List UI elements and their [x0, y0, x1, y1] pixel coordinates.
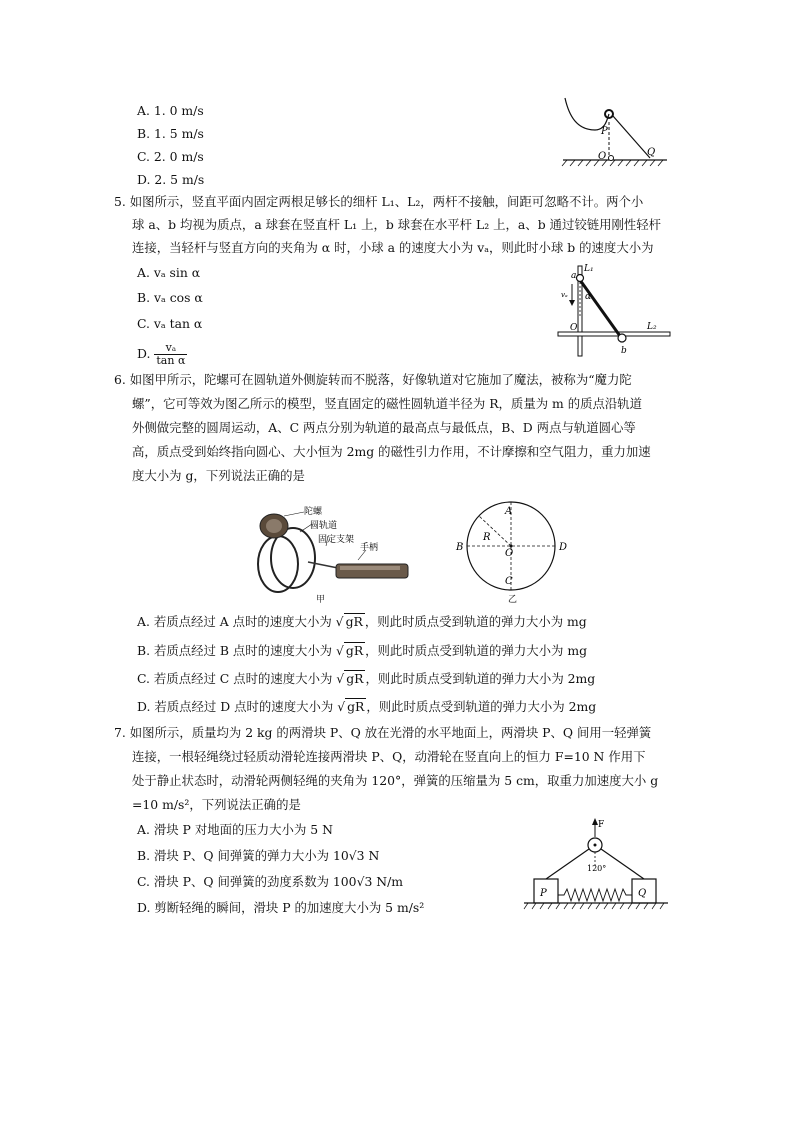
q7-stem-line-2: 连接，一根轻绳绕过轻质动滑轮连接两滑块 P、Q，动滑轮在竖直向上的恒力 F=10 N 作用下 [132, 749, 646, 764]
q7-stem-line-1: 7. 如图所示，质量均为 2 kg 的两滑块 P、Q 放在光滑的水平地面上，两滑块 P、Q 间用一轻弹簧 [114, 725, 652, 740]
q7-option-d: D. 剪断轻绳的瞬间，滑块 P 的加速度大小为 5 m/s² [137, 900, 425, 915]
q6-option-d: D. 若质点经过 D 点时的速度大小为 √ gR ，则此时质点受到轨道的弹力大小为 2mg [137, 699, 597, 714]
q6-stem-line-2: 螺”，它可等效为图乙所示的模型，竖直固定的磁性圆轨道半径为 R，质量为 m 的质点沿轨道 [132, 396, 643, 411]
q6-option-b-post: ，则此时质点受到轨道的弹力大小为 mg [365, 643, 588, 658]
q5-option-d-fraction [154, 342, 187, 367]
q6-label-o: O [505, 548, 514, 559]
q6-label-b: B [456, 542, 464, 553]
q6-stem-line-4: 高，质点受到始终指向圆心、大小恒为 2mg 的磁性引力作用，不计摩擦和空气阻力，重力加速 [132, 444, 651, 459]
q6-stem-line-1: 6. 如图甲所示，陀螺可在圆轨道外侧旋转而不脱落，好像轨道对它施加了魔法，被称为“魔力陀 [114, 372, 632, 387]
q4-label-o: O [598, 151, 607, 162]
q6-stem-line-5: 度大小为 g，下列说法正确的是 [132, 468, 305, 483]
q5-option-c: C. vₐ tan α [137, 316, 203, 331]
q6-option-b-radicand: gR [345, 643, 364, 658]
q7-label-f: F [598, 820, 605, 830]
q6-option-d-radicand: gR [347, 699, 365, 714]
q7-stem-line-4: =10 m/s²，下列说法正确的是 [132, 797, 301, 812]
q5-option-a: A. vₐ sin α [137, 265, 201, 280]
q6-option-c-pre: C. 若质点经过 C 点时的速度大小为 [137, 671, 337, 686]
q6-photo-label-track: 圆轨道 [310, 521, 338, 531]
q5-option-d-denominator: tan α [156, 354, 186, 367]
q7-option-b: B. 滑块 P、Q 间弹簧的弹力大小为 10√3 N [137, 848, 380, 863]
q5-label-l2: L₂ [647, 322, 657, 332]
q5-option-d-numerator: vₐ [154, 342, 187, 355]
q6-option-d-post: ，则此时质点受到轨道的弹力大小为 2mg [366, 699, 597, 714]
q4-label-q: Q [647, 147, 656, 158]
q7-figure [520, 815, 672, 919]
q6-stem-line-3: 外侧做完整的圆周运动，A、C 两点分别为轨道的最高点与最低点，B、D 两点与轨道圆心等 [132, 420, 636, 435]
q5-label-l1: L₁ [584, 264, 594, 274]
q5-label-alpha: α [585, 292, 592, 302]
q6-option-a: A. 若质点经过 A 点时的速度大小为 √ gR ，则此时质点受到轨道的弹力大小为 mg [137, 614, 587, 629]
q5-option-b: B. vₐ cos α [137, 290, 203, 305]
q5-stem-line-1: 5. 如图所示，竖直平面内固定两根足够长的细杆 L₁、L₂，两杆不接触，间距可忽略不计。两个小 [114, 194, 644, 209]
q4-option-c: C. 2. 0 m/s [137, 149, 204, 164]
q4-option-d: D. 2. 5 m/s [137, 172, 205, 187]
q6-option-b: B. 若质点经过 B 点时的速度大小为 √ gR ，则此时质点受到轨道的弹力大小为 mg [137, 643, 588, 658]
q4-figure [555, 96, 675, 176]
q7-option-a: A. 滑块 P 对地面的压力大小为 5 N [137, 822, 333, 837]
q7-option-c: C. 滑块 P、Q 间弹簧的劲度系数为 100√3 N/m [137, 874, 404, 889]
q6-option-c: C. 若质点经过 C 点时的速度大小为 √ gR ，则此时质点受到轨道的弹力大小为 2mg [137, 671, 596, 686]
q6-circle-figure [455, 500, 575, 602]
q6-option-b-pre: B. 若质点经过 B 点时的速度大小为 [137, 643, 336, 658]
q6-option-a-post: ，则此时质点受到轨道的弹力大小为 mg [364, 614, 587, 629]
q5-label-o: O [570, 323, 578, 333]
q5-stem-line-3: 连接，当轻杆与竖直方向的夹角为 α 时，小球 a 的速度大小为 vₐ，则此时小球 b 的速度大小为 [132, 240, 654, 255]
q5-option-d [137, 342, 187, 367]
q6-photo-label-top: 陀螺 [304, 507, 323, 517]
q6-photo-label-bracket: 固定支架 [318, 535, 355, 545]
q7-label-q: Q [638, 888, 647, 899]
q6-label-r: R [483, 532, 491, 543]
q5-stem-line-2: 球 a、b 均视为质点，a 球套在竖直杆 L₁ 上，b 球套在水平杆 L₂ 上，a、b 通过铰链用刚性轻杆 [132, 217, 662, 232]
q4-option-a: A. 1. 0 m/s [137, 103, 204, 118]
q6-label-c: C [505, 576, 513, 587]
q6-option-a-radicand: gR [345, 614, 363, 629]
q6-option-c-radicand: gR [346, 671, 364, 686]
q6-photo-figure [248, 502, 418, 608]
q7-label-angle: 120° [587, 864, 607, 873]
q6-caption-jia: 甲 [316, 595, 326, 605]
q4-option-b: B. 1. 5 m/s [137, 126, 204, 141]
q6-option-a-pre: A. 若质点经过 A 点时的速度大小为 [137, 614, 336, 629]
q6-option-c-post: ，则此时质点受到轨道的弹力大小为 2mg [365, 671, 596, 686]
q5-label-va: vₐ [561, 291, 568, 299]
q5-label-a: a [571, 271, 577, 281]
q6-label-a: A [505, 506, 513, 517]
q7-label-p: P [540, 888, 547, 899]
q5-figure [556, 262, 674, 360]
q6-option-d-pre: D. 若质点经过 D 点时的速度大小为 [137, 699, 338, 714]
q6-label-d: D [559, 542, 568, 553]
q6-caption-yi: 乙 [508, 595, 518, 605]
q7-stem-line-3: 处于静止状态时，动滑轮两侧轻绳的夹角为 120°，弹簧的压缩量为 5 cm，取重力加速度大小 g [132, 773, 659, 788]
q5-option-d-prefix: D. [137, 346, 151, 361]
q5-label-b: b [621, 346, 627, 356]
q6-photo-label-handle: 手柄 [360, 543, 379, 553]
q4-label-p: P [601, 126, 608, 137]
